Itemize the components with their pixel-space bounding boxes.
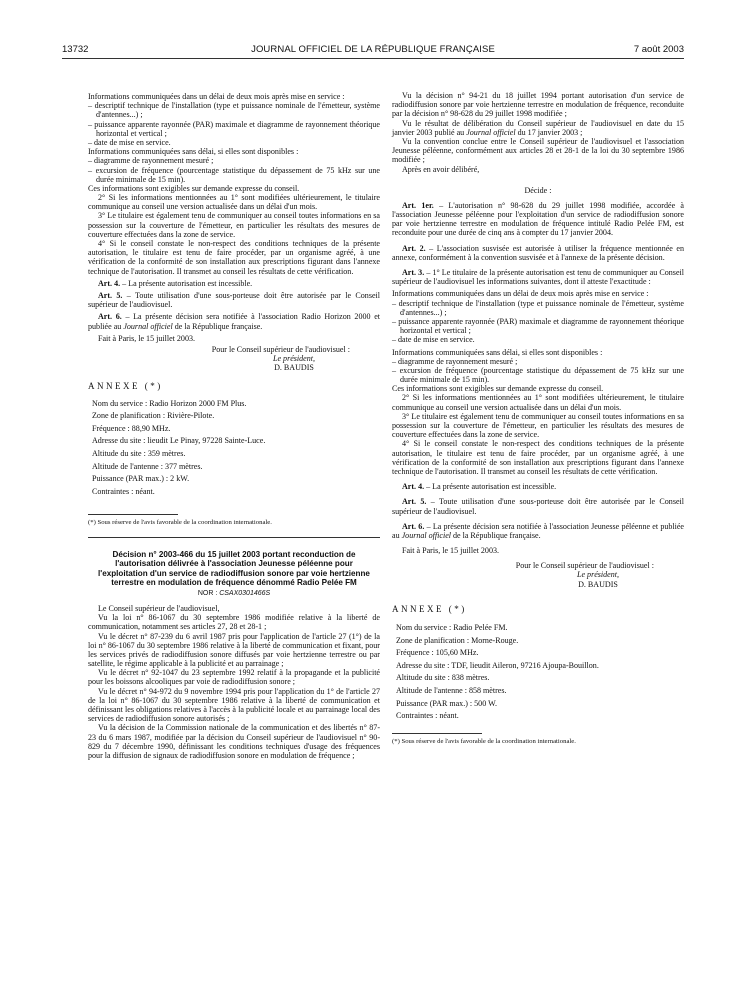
paragraph: Vu la convention conclue entre le Conseil supérieur de l'audiovisuel et l'association Jeunesse péléenne, conformément aux articles 28 et 28-1 de la loi du 30 septembre 1986 modifiée ; <box>392 136 684 165</box>
annex-item: Adresse du site : TDF, lieudit Aileron, 97216 Ajoupa-Bouillon. <box>396 660 599 670</box>
list-item: – excursion de fréquence (pourcentage statistique du dépassement de 75 kHz sur une durée minimale de 15 min). <box>392 365 684 385</box>
list-item: – diagramme de rayonnement mesuré ; <box>88 156 214 166</box>
annex-item: Fréquence : 88,90 MHz. <box>92 423 171 433</box>
article-text: – L'autorisation n° 98-628 du 29 juillet 1998 modifiée, accordée à l'association Jeunesse péléenne pour l'exploitation d'un service de radiodiffusion sonore par voie hertzienne terrestre en modulation de fréquence intitulé Radio Pelée FM, est reconduite pour une durée de cinq ans à compter du 17 janvier 2004. <box>392 200 684 238</box>
paragraph: Le Conseil supérieur de l'audiovisuel, <box>98 603 220 613</box>
article-5 <box>88 291 380 309</box>
article-label: Art. 5. <box>98 290 123 300</box>
journal-title: JOURNAL OFFICIEL DE LA RÉPUBLIQUE FRANÇAISE <box>251 44 495 55</box>
list-item: – date de mise en service. <box>88 137 171 147</box>
article-text: – Toute utilisation d'une sous-porteuse doit être autorisée par le Conseil supérieur de l'audiovisuel. <box>88 290 380 310</box>
paragraph: 3° Le titulaire est également tenu de communiquer au conseil toutes informations en sa possession sur la couverture de l'émetteur, en particulier les résultats des mesures de couverture effectuées dans la zone de service. <box>392 411 684 440</box>
signature-title <box>392 570 684 579</box>
signature-name: D. BAUDIS <box>274 363 314 373</box>
article-label: Art. 2. <box>402 243 426 253</box>
text: Vu le résultat de délibération du Conseil supérieur de l'audiovisuel en date du 15 janvier 2003 publié au <box>392 118 684 137</box>
right-column <box>392 91 684 746</box>
list-item: – puissance apparente rayonnée (PAR) maximale et diagramme de rayonnement théorique horizontal et vertical ; <box>88 119 380 138</box>
annex-item: Altitude du site : 359 mètres. <box>92 449 186 458</box>
paragraph: Ces informations sont exigibles sur demande expresse du conseil. <box>88 183 300 193</box>
place-date: Fait à Paris, le 15 juillet 2003. <box>402 546 499 556</box>
page-number: 13732 <box>62 44 89 55</box>
annex-title: ANNEXE (*) <box>392 603 467 614</box>
nor-reference <box>88 589 380 598</box>
footnote: (*) Sous réserve de l'avis favorable de la coordination internationale. <box>392 737 576 745</box>
nor-code: CSAX0301466S <box>219 589 271 597</box>
list-item: – puissance apparente rayonnée (PAR) maximale et diagramme de rayonnement théorique horizontal et vertical ; <box>392 316 684 336</box>
article-label: Art. 5. <box>402 497 427 507</box>
header-rule <box>62 58 684 59</box>
article-3 <box>392 268 684 286</box>
paragraph: Informations communiquées dans un délai de deux mois après mise en service : <box>392 289 649 299</box>
article-1 <box>392 201 684 238</box>
signature-line: Pour le Conseil supérieur de l'audiovisuel : <box>211 344 350 354</box>
paragraph: Après en avoir délibéré, <box>402 164 480 174</box>
article-text: – Toute utilisation d'une sous-porteuse doit être autorisée par le Conseil supérieur de l'audiovisuel. <box>392 497 684 516</box>
article-2 <box>392 244 684 262</box>
annex-title: ANNEXE (*) <box>88 381 163 392</box>
article-text: – La présente autorisation est incessible. <box>424 482 557 492</box>
annex-item: Puissance (PAR max.) : 2 kW. <box>92 474 190 484</box>
annex-item: Altitude de l'antenne : 377 mètres. <box>92 461 203 471</box>
annex-item: Zone de planification : Morne-Rouge. <box>396 635 519 645</box>
paragraph: Ces informations sont exigibles sur demande expresse du conseil. <box>392 384 604 394</box>
article-text: – 1° Le titulaire de la présente autorisation est tenu de communiquer au Conseil supérieur de l'audiovisuel les informations suivantes, dont il atteste l'exactitude : <box>392 268 684 287</box>
page-header <box>62 44 684 58</box>
text: du 17 janvier 2003 ; <box>515 127 583 137</box>
footnote-rule <box>88 514 178 515</box>
issue-date: 7 août 2003 <box>633 44 684 55</box>
president-title: Le président, <box>576 570 620 580</box>
article-label: Art. 6. <box>402 521 425 531</box>
annex-item: Altitude du site : 838 mètres. <box>396 673 490 683</box>
signature-name: D. BAUDIS <box>578 579 618 589</box>
article-label: Art. 1er. <box>402 200 434 210</box>
paragraph: Informations communiquées sans délai, si elles sont disponibles : <box>88 147 299 157</box>
paragraph: Informations communiquées sans délai, si elles sont disponibles : <box>392 347 603 357</box>
section-rule <box>88 537 380 538</box>
signature-line: Pour le Conseil supérieur de l'audiovisuel : <box>515 561 654 571</box>
article-text: – La présente décision sera notifiée à l'association Jeunesse péléenne et publiée au <box>392 521 685 540</box>
journal-name: Journal officiel <box>123 321 173 331</box>
article-4 <box>88 279 380 288</box>
journal-name: Journal officiel <box>401 530 451 540</box>
paragraph: 2° Si les informations mentionnées au 1° sont modifiées ultérieurement, le titulaire communique au conseil une version actualisée dans un délai d'un mois. <box>88 193 380 212</box>
paragraph: Vu la décision n° 94-21 du 18 juillet 1994 portant autorisation d'un service de radiodiffusion sonore par voie hertzienne terrestre en modulation de fréquence, reconduite par la décision n° 98-628 du 29 juillet 1998 modifiée ; <box>392 91 684 119</box>
paragraph: 4° Si le conseil constate le non-respect des conditions techniques de la présente autorisation, le titulaire est tenu de faire procéder, par un organisme agréé, à une vérification de la conformité de son installation aux prescriptions figurant dans l'annexe technique de l'autorisation. Il transmet au conseil les résultats de cette vérification. <box>88 239 380 276</box>
paragraph: Vu le décret n° 94-972 du 9 novembre 1994 pris pour l'application du 1° de l'article 27 de la loi n° 86-1067 du 30 septembre 1986 relative à la liberté de communication et définissant les obligations relatives à l'accès à la publicité locale et au parrainage local des services de radiodiffusion sonore autorisés ; <box>88 686 380 724</box>
list-item: – date de mise en service. <box>392 335 475 345</box>
article-6 <box>392 522 684 540</box>
signature-title <box>88 354 380 363</box>
decision-title: Décision n° 2003-466 du 15 juillet 2003 portant reconduction de l'autorisation délivrée à l'association Jeunesse péléenne pour l'exploitation d'un service de radiodiffusion sonore par voie hertzienne terrestre en modulation de fréquence dénommé Radio Pelée FM <box>98 550 370 587</box>
article-text: – La présente décision sera notifiée à l'association Radio Horizon 2000 et publiée au <box>88 312 380 331</box>
paragraph: Vu la loi n° 86-1067 du 30 septembre 1986 modifiée relative à la liberté de communication, notamment ses articles 27, 28 et 28-1 ; <box>88 613 380 632</box>
article-label: Art. 4. <box>402 482 425 492</box>
article-4 <box>392 482 684 491</box>
list-item: – descriptif technique de l'installation (type et puissance nominale de l'émetteur, système d'antennes...) ; <box>392 298 684 317</box>
list-item: – descriptif technique de l'installation (type et puissance nominale de l'émetteur, système d'antennes...) ; <box>88 101 380 120</box>
place-date: Fait à Paris, le 15 juillet 2003. <box>98 333 195 343</box>
paragraph: Vu le décret n° 87-239 du 6 avril 1987 pris pour l'application de l'article 27 (1°) de la loi n° 86-1067 du 30 septembre 1986 relative à la liberté de communication et fixant, pour les services privés de radiodiffusion sonore diffusés par voie hertzienne terrestre ou par satellite, le régime applicable à la publicité et au parrainage ; <box>88 631 380 669</box>
paragraph: 3° Le titulaire est également tenu de communiquer au conseil toutes informations en sa possession sur la couverture de l'émetteur, en particulier les résultats des mesures de couverture effectuées dans la zone de service. <box>88 211 380 239</box>
annex-item: Adresse du site : lieudit Le Pinay, 97228 Sainte-Luce. <box>92 436 266 446</box>
paragraph <box>392 119 684 137</box>
president-title: Le président, <box>272 354 316 364</box>
article-text: de la République française. <box>172 321 263 331</box>
article-text: – La présente autorisation est incessible. <box>120 278 253 288</box>
annex-item: Contraintes : néant. <box>396 711 459 721</box>
annex-item: Fréquence : 105,60 MHz. <box>396 648 479 658</box>
annex-item: Puissance (PAR max.) : 500 W. <box>396 698 497 708</box>
paragraph: Vu la décision de la Commission nationale de la communication et des libertés n° 87-23 du 6 mars 1987, modifiée par la décision du Conseil supérieur de l'audiovisuel n° 90-829 du 7 décembre 1990, définissant les conditions techniques d'usage des fréquences pour la diffusion de signaux de radiodiffusion sonore en modulation de fréquence ; <box>88 723 380 760</box>
list-item: – diagramme de rayonnement mesuré ; <box>392 356 518 366</box>
list-item: – excursion de fréquence (pourcentage statistique du dépassement de 75 kHz sur une durée minimale de 15 min). <box>88 165 380 184</box>
annex-item: Zone de planification : Rivière-Pilote. <box>92 411 215 421</box>
nor-label: NOR : <box>197 589 220 597</box>
annex-list <box>88 398 380 499</box>
article-6 <box>88 312 380 330</box>
article-text: de la République française. <box>451 530 541 540</box>
paragraph: Vu le décret n° 92-1047 du 23 septembre 1992 relatif à la propagande et la publicité pour les boissons alcooliques par voie de radiodiffusion sonore ; <box>88 668 380 687</box>
left-column <box>88 92 380 760</box>
article-label: Art. 4. <box>98 278 121 288</box>
article-text: – L'association susvisée est autorisée à utiliser la fréquence mentionnée en annexe, conformément à la convention susvisée et à l'annexe de la présente décision. <box>392 243 684 262</box>
decide-heading: Décide : <box>524 185 552 195</box>
paragraph: Informations communiquées dans un délai de deux mois après mise en service : <box>88 92 345 101</box>
article-label: Art. 6. <box>98 312 122 322</box>
annex-item: Contraintes : néant. <box>92 486 155 496</box>
annex-item: Altitude de l'antenne : 858 mètres. <box>396 685 507 695</box>
footnote-rule <box>392 733 482 734</box>
annex-item: Nom du service : Radio Pelée FM. <box>396 623 508 632</box>
footnote: (*) Sous réserve de l'avis favorable de la coordination internationale. <box>88 519 272 527</box>
journal-name: Journal officiel <box>466 127 516 137</box>
annex-item: Nom du service : Radio Horizon 2000 FM Plus. <box>92 398 247 408</box>
article-label: Art. 3. <box>402 268 425 277</box>
paragraph: 2° Si les informations mentionnées au 1° sont modifiées ultérieurement, le titulaire communique au conseil une version actualisée dans un délai d'un mois. <box>392 393 684 412</box>
article-5 <box>392 497 684 515</box>
paragraph: 4° Si le conseil constate le non-respect des conditions techniques de la présente autorisation, le titulaire est tenu de faire procéder, par un organisme agréé, à une vérification de la conformité de son installation aux prescriptions figurant dans l'annexe technique de l'autorisation. Il transmet au conseil les résultats de cette vérification. <box>392 439 684 476</box>
annex-list <box>392 622 684 723</box>
